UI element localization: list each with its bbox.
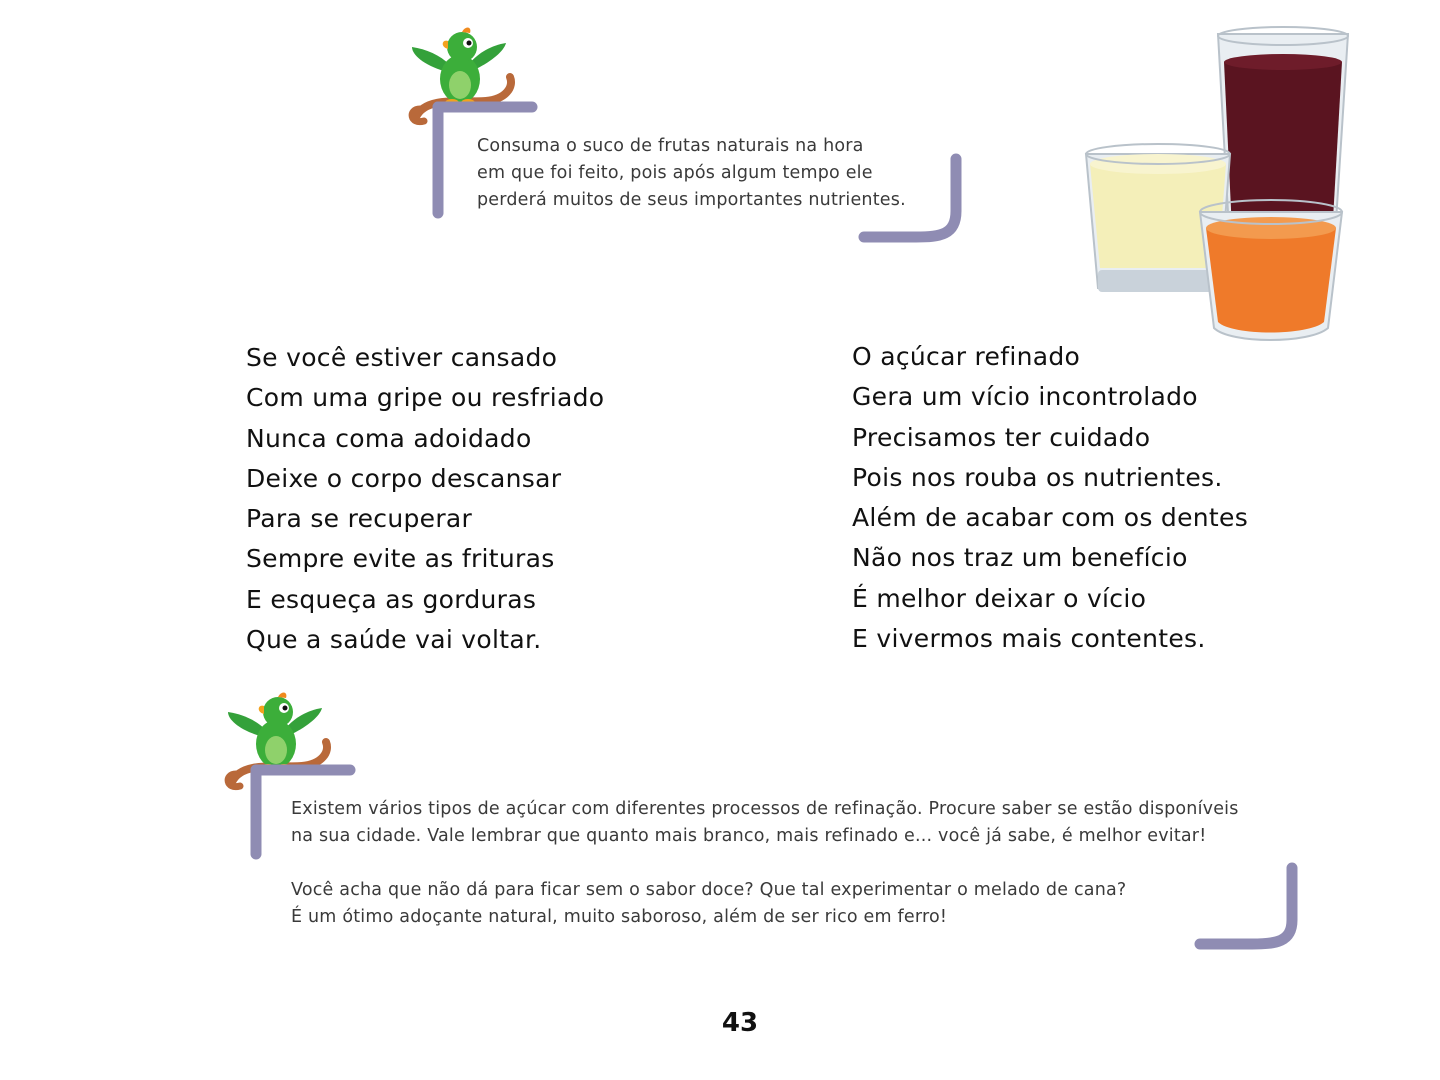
- top-tip-text: [477, 133, 957, 214]
- orange-juice-glass: [1200, 200, 1342, 340]
- bottom-tip-line: Você acha que não dá para ficar sem o sabor doce? Que tal experimentar o melado de cana?: [291, 880, 1127, 900]
- poem-right-stanza: [852, 337, 1332, 659]
- verse-line: Pois nos rouba os nutrientes.: [852, 462, 1223, 492]
- page-number: 43: [721, 1008, 759, 1038]
- top-tip-line: perderá muitos de seus importantes nutrientes.: [477, 190, 906, 210]
- bottom-tip-line: Existem vários tipos de açúcar com diferentes processos de refinação. Procure saber se estão disponíveis: [291, 799, 1239, 819]
- bottom-tip-paragraph-1: [291, 796, 1301, 850]
- verse-line: O açúcar refinado: [852, 342, 1081, 371]
- verse-line: É melhor deixar o vício: [852, 583, 1147, 613]
- verse-line: Com uma gripe ou resfriado: [246, 383, 605, 413]
- verse-line: Se você estiver cansado: [246, 343, 558, 372]
- verse-line: Sempre evite as frituras: [246, 544, 555, 574]
- bottom-tip-line: na sua cidade. Vale lembrar que quanto mais branco, mais refinado e... você já sabe, é melhor evitar!: [291, 826, 1207, 846]
- juice-glasses: [1080, 22, 1360, 344]
- verse-line: Precisamos ter cuidado: [852, 422, 1151, 452]
- top-tip-box: [400, 25, 970, 255]
- verse-line: Gera um vício incontrolado: [852, 382, 1198, 412]
- verse-line: Não nos traz um benefício: [852, 543, 1188, 573]
- poem-left-stanza: [246, 338, 746, 660]
- verse-line: E vivermos mais contentes.: [852, 624, 1206, 654]
- verse-line: Deixe o corpo descansar: [246, 463, 562, 493]
- top-tip-line: em que foi feito, pois após algum tempo ele: [477, 163, 873, 183]
- verse-line: E esqueça as gorduras: [246, 584, 537, 614]
- bottom-tip-paragraph-2: [291, 877, 1211, 931]
- verse-line: Além de acabar com os dentes: [852, 503, 1249, 533]
- bottom-tip-box: [216, 690, 1316, 960]
- verse-line: Para se recuperar: [246, 504, 473, 534]
- verse-line: Que a saúde vai voltar.: [246, 625, 542, 655]
- top-tip-line: Consuma o suco de frutas naturais na hora: [477, 136, 864, 156]
- verse-line: Nunca coma adoidado: [246, 423, 532, 453]
- bottom-tip-line: É um ótimo adoçante natural, muito saboroso, além de ser rico em ferro!: [291, 907, 948, 927]
